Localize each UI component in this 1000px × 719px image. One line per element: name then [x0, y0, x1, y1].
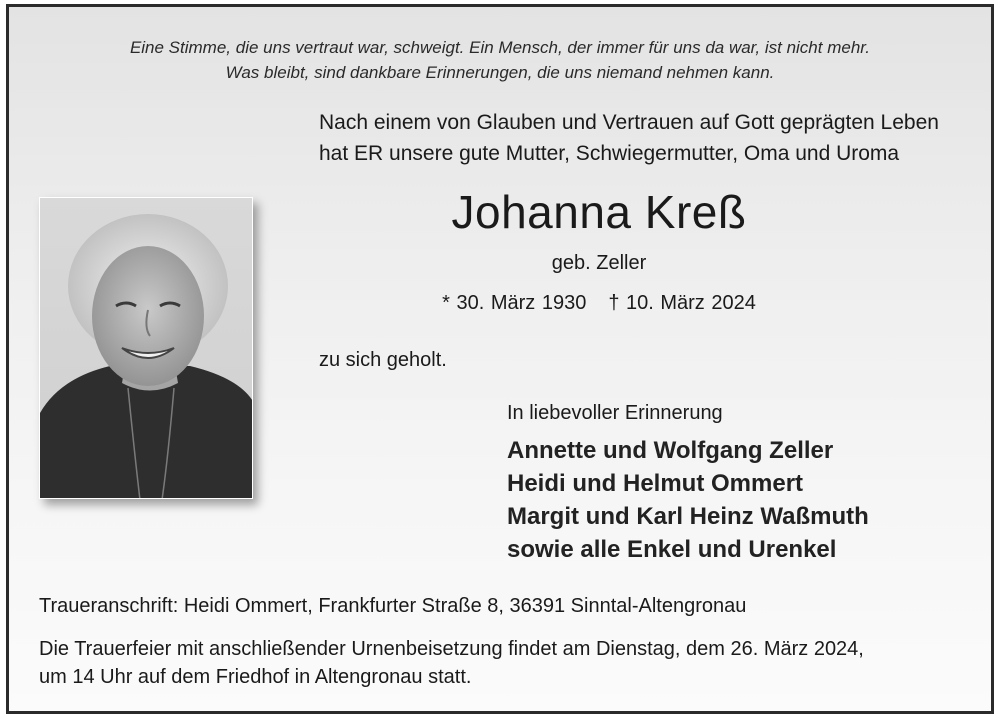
memory-label: In liebevoller Erinnerung [507, 402, 723, 424]
mourner-line: Margit und Karl Heinz Waßmuth [507, 503, 869, 530]
mourning-address: Traueranschrift: Heidi Ommert, Frankfurter Straße 8, 36391 Sinntal-Altengronau [39, 595, 747, 617]
intro-line-2: hat ER unsere gute Mutter, Schwiegermutter, Oma und Uroma [319, 142, 900, 165]
maiden-name: geb. Zeller [551, 252, 647, 274]
obituary-notice [6, 4, 994, 714]
ceremony-line-1: Die Trauerfeier mit anschließender Urnenbeisetzung findet am Dienstag, dem 26. März 2024, [39, 638, 864, 660]
ceremony-info [39, 635, 979, 691]
portrait-image [40, 198, 253, 499]
motto-line-1: Eine Stimme, die uns vertraut war, schweigt. Ein Mensch, der immer für uns da war, ist nicht mehr. [129, 38, 871, 57]
mourner-line: Heidi und Helmut Ommert [507, 470, 804, 497]
mourner-line: Annette und Wolfgang Zeller [507, 437, 834, 464]
mourner-line: sowie alle Enkel und Urenkel [507, 536, 837, 563]
life-dates [319, 290, 879, 316]
called-home-text: zu sich geholt. [319, 349, 447, 371]
mourners-list [507, 434, 869, 566]
intro-text [319, 107, 999, 169]
ceremony-line-2: um 14 Uhr auf dem Friedhof in Altengronau statt. [39, 666, 472, 688]
death-date: † 10. März 2024 [608, 292, 756, 314]
birth-date: * 30. März 1930 [442, 292, 587, 314]
motto-line-2: Was bleibt, sind dankbare Erinnerungen, die uns niemand nehmen kann. [225, 63, 775, 82]
intro-line-1: Nach einem von Glauben und Vertrauen auf Gott geprägten Leben [319, 111, 939, 134]
motto [9, 35, 991, 85]
portrait-photo [39, 197, 253, 499]
deceased-name: Johanna Kreß [451, 186, 747, 238]
